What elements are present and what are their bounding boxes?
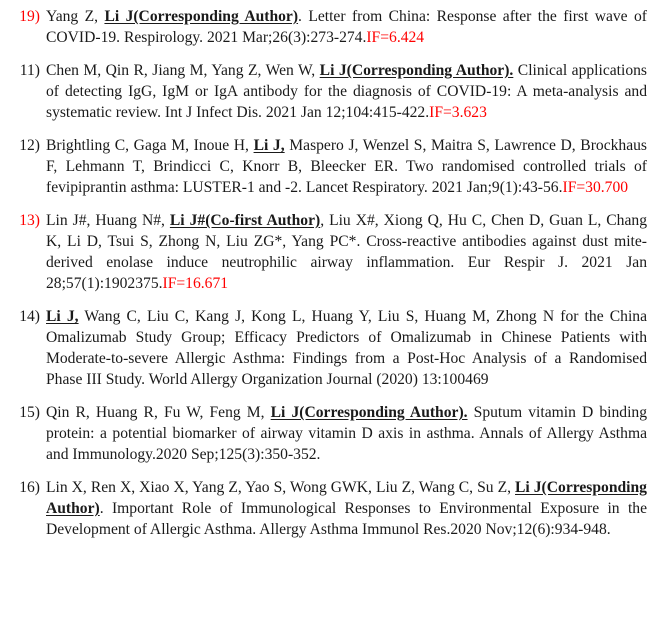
impact-factor: IF=6.424 (366, 29, 425, 46)
reference-number: 14) (19, 308, 40, 325)
reference-citation: Clinical applications of detecting IgG, IgM or IgA antibody for the diagnosis of COVID-19: A meta-analysis and systematic review. Int J Infect Dis. 2021 Jan 12;104:415-422. (46, 62, 647, 121)
highlighted-author: Li J(Corresponding Author) (46, 479, 647, 517)
impact-factor: IF=30.700 (562, 179, 629, 196)
reference-item (4, 60, 647, 123)
reference-number: 13) (19, 212, 40, 229)
highlighted-author: Li J(Corresponding Author). (270, 404, 468, 421)
reference-text (40, 60, 647, 123)
reference-authors: Qin R, Huang R, Fu W, Feng M, (46, 404, 271, 421)
reference-authors: Chen M, Qin R, Jiang M, Yang Z, Wen W, (46, 62, 320, 79)
reference-number: 15) (19, 404, 40, 421)
highlighted-author: Li J#(Co-first Author) (169, 212, 321, 229)
reference-item (4, 402, 647, 465)
reference-text (40, 6, 647, 48)
reference-number: 19) (19, 8, 40, 25)
reference-text (40, 135, 647, 198)
reference-authors: Lin X, Ren X, Xiao X, Yang Z, Yao S, Wong GWK, Liu Z, Wang C, Su Z, (46, 479, 516, 496)
reference-item (4, 210, 647, 294)
highlighted-author: Li J(Corresponding Author). (319, 62, 514, 79)
reference-text (40, 402, 647, 465)
reference-text (40, 210, 647, 294)
reference-item (4, 477, 647, 540)
reference-text (40, 477, 647, 540)
reference-authors: Lin J#, Huang N#, (46, 212, 170, 229)
impact-factor: IF=3.623 (429, 104, 487, 121)
reference-citation: , Liu X#, Xiong Q, Hu C, Chen D, Guan L, Chang K, Li D, Tsui S, Zhong N, Liu ZG*, Yang PC*. Cross-reactive antibodies against dust mite-derived enolase induce neutrophilic airway inflammation. Eur Respir J. 2021 Jan 28;57(1):1902375. (46, 212, 647, 292)
reference-authors: Brightling C, Gaga M, Inoue H, (46, 137, 254, 154)
highlighted-author: Li J, (46, 308, 79, 325)
reference-number: 12) (19, 137, 40, 154)
reference-citation: Sputum vitamin D binding protein: a potential biomarker of airway vitamin D axis in asthma. Annals of Allergy Asthma and Immunology.2020 Sep;125(3):350-352. (46, 404, 648, 463)
reference-text (40, 306, 647, 390)
reference-authors: Yang Z, (46, 8, 105, 25)
reference-citation: Wang C, Liu C, Kang J, Kong L, Huang Y, Liu S, Huang M, Zhong N for the China Omalizumab Study Group; Efficacy Predictors of Omalizumab in Chinese Patients with Moderate-to-severe Allergic Asthma: Findings from a Post-Hoc Analysis of a Randomised Phase III Study. World Allergy Organization Journal (2020) 13:100469 (46, 308, 647, 388)
reference-item (4, 6, 647, 48)
reference-citation: Maspero J, Wenzel S, Maitra S, Lawrence D, Brockhaus F, Lehmann T, Brindicci C, Knorr B, Bleecker ER. Two randomised controlled trials of fevipiprantin asthma: LUSTER-1 and -2. Lancet Respiratory. 2021 Jan;9(1):43-56. (46, 137, 648, 196)
reference-item (4, 135, 647, 198)
highlighted-author: Li J(Corresponding Author) (104, 8, 299, 25)
reference-citation: . Important Role of Immunological Responses to Environmental Exposure in the Development of Allergic Asthma. Allergy Asthma Immunol Res.2020 Nov;12(6):934-948. (46, 500, 647, 538)
reference-item (4, 306, 647, 390)
highlighted-author: Li J, (253, 137, 285, 154)
reference-citation: . Letter from China: Response after the first wave of COVID-19. Respirology. 2021 Mar;26(3):273-274. (46, 8, 647, 46)
impact-factor: IF=16.671 (162, 275, 229, 292)
reference-number: 11) (19, 62, 40, 79)
reference-number: 16) (19, 479, 40, 496)
